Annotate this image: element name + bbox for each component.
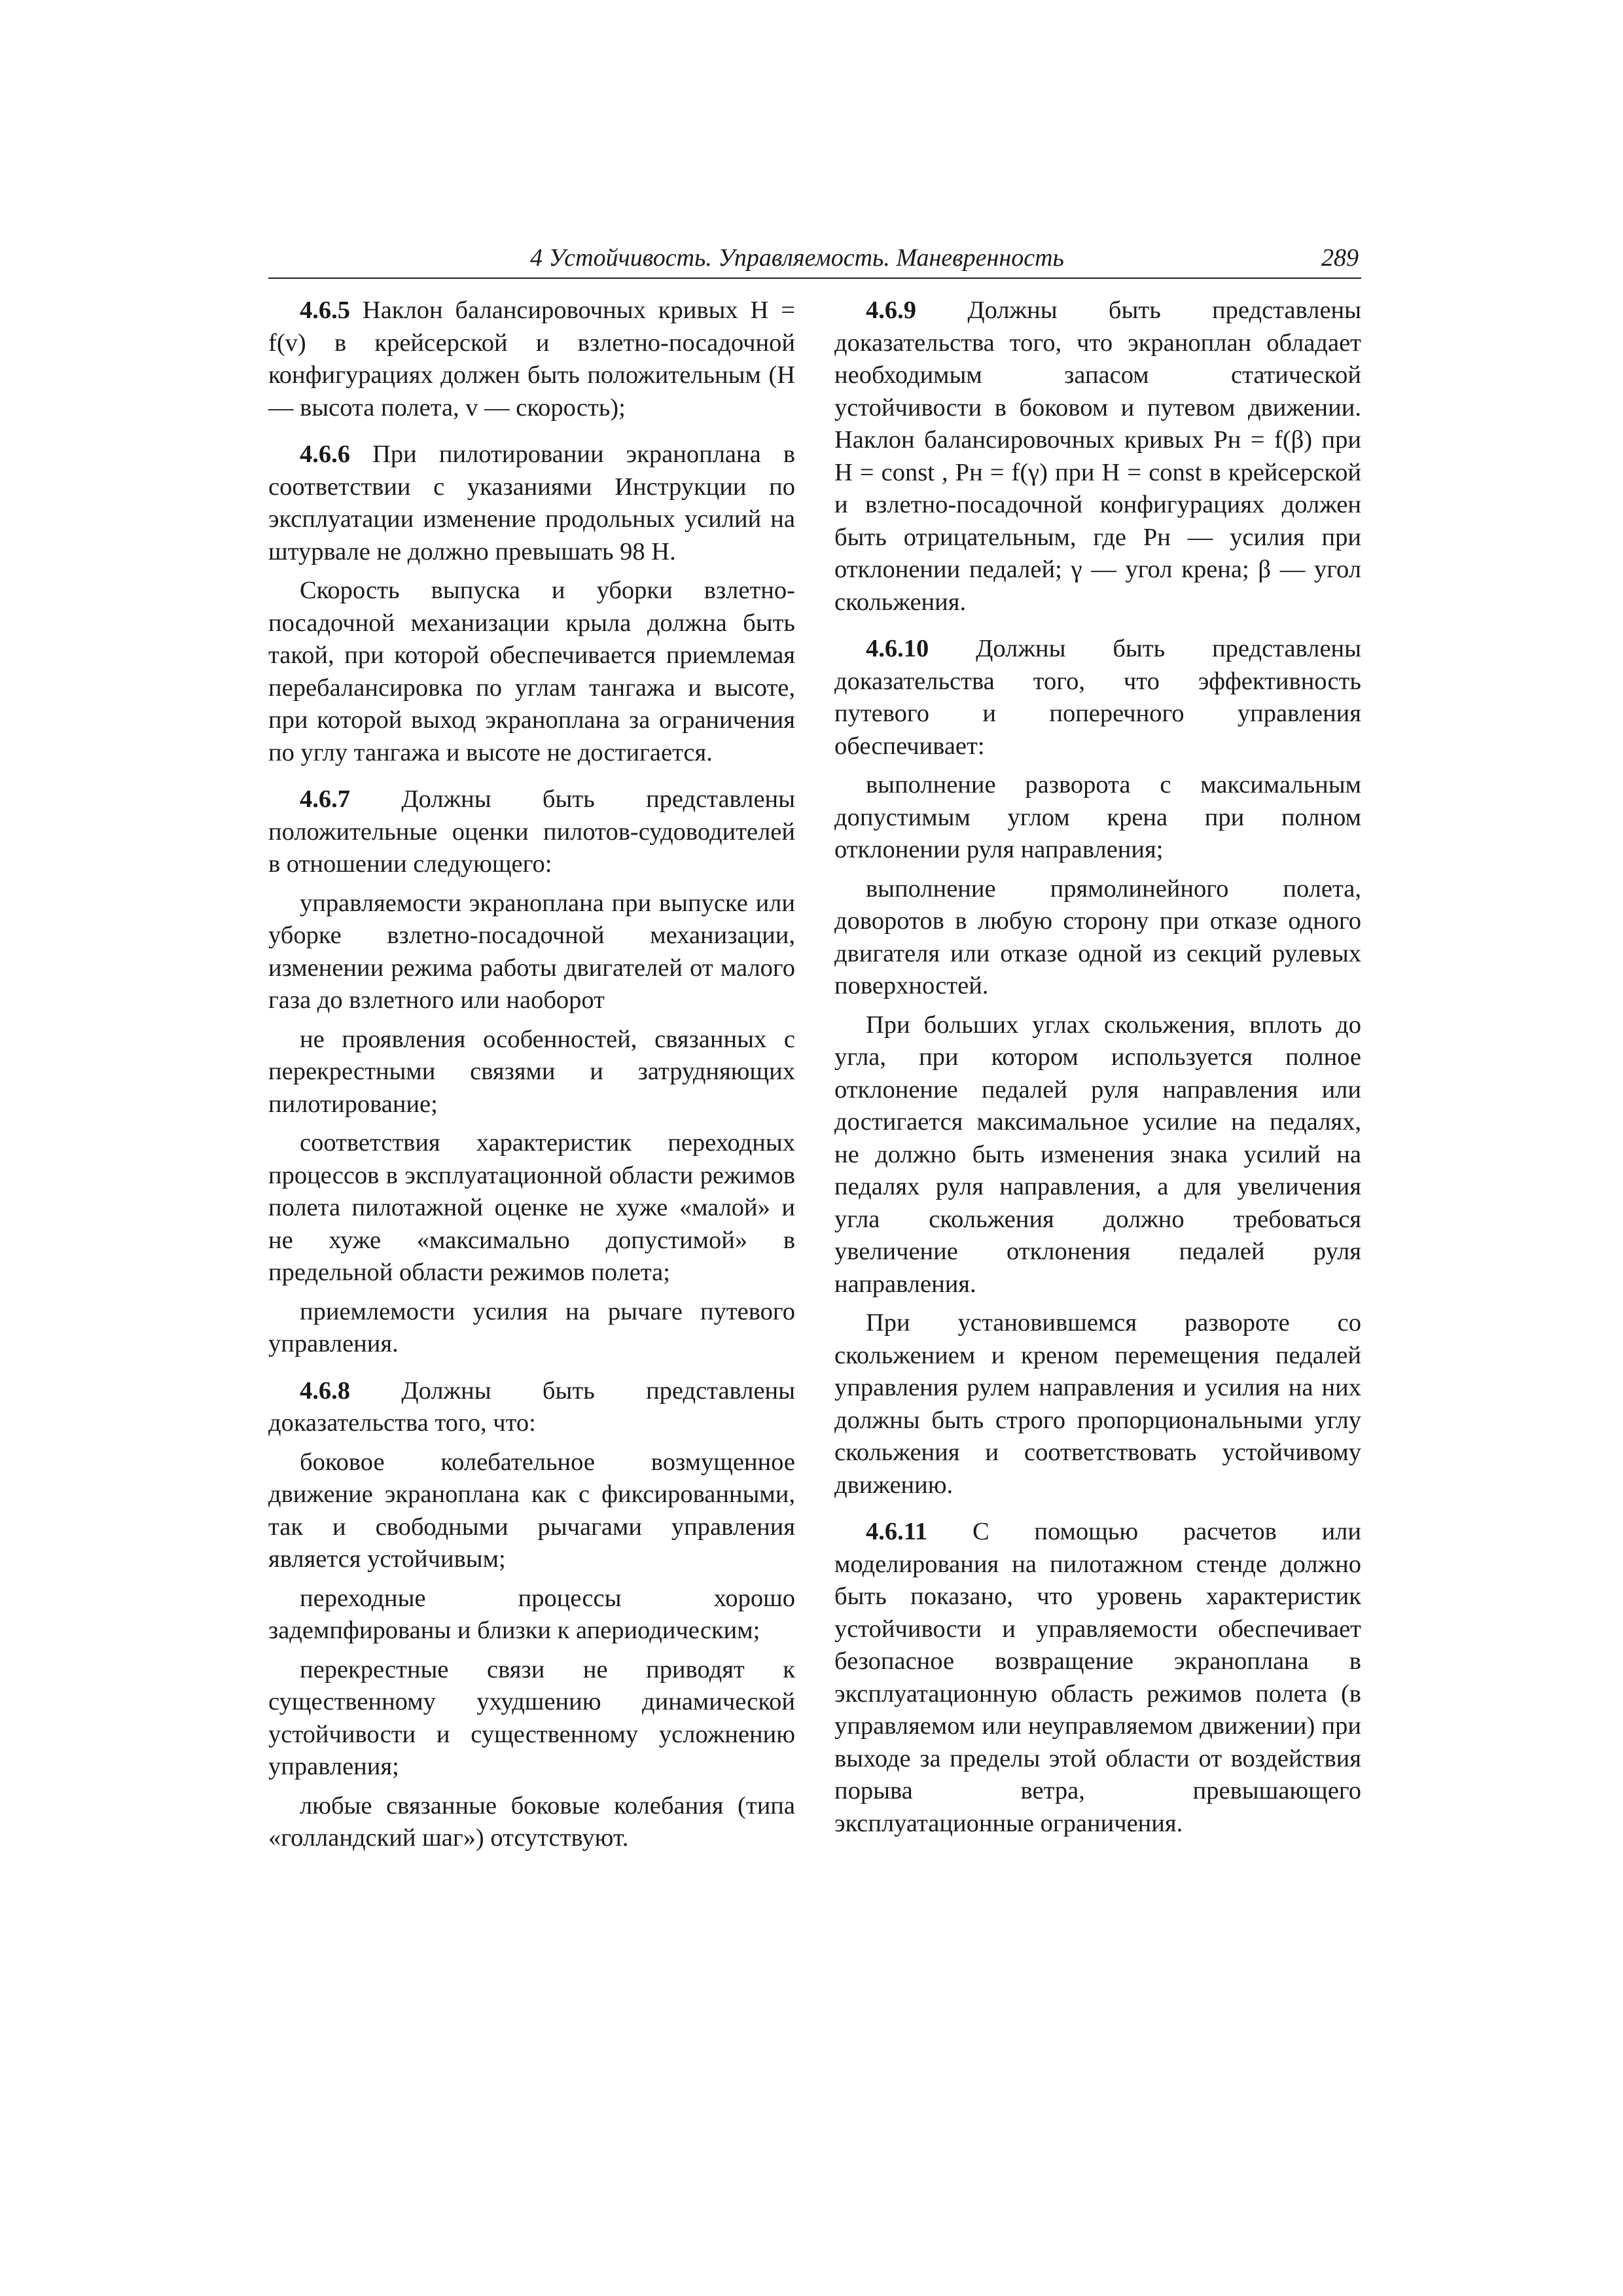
paragraph-text: управляемости экраноплана при выпуске или уборке взлетно-посадочной механизации, изменении режима работы двигателей от малого газа до взлетного или наоборот	[268, 889, 795, 1014]
right-column	[834, 295, 1361, 1846]
paragraph-text: соответствия характеристик переходных процессов в эксплуатационной области режимов полета пилотажной оценке не хуже «малой» и не хуже «максимально допустимой» в предельной области режимов полета;	[268, 1129, 795, 1286]
paragraph-4-6-6	[268, 439, 795, 568]
list-item	[268, 1296, 795, 1361]
paragraph-4-6-7	[268, 783, 795, 881]
list-item	[834, 873, 1361, 1003]
paragraph-text: перекрестные связи не приводят к существенному ухудшению динамической устойчивости и существенному усложнению управления;	[268, 1655, 795, 1780]
paragraph-text: Должны быть представлены положительные оценки пилотов-судоводителей в отношении следующего:	[268, 785, 795, 878]
paragraph	[834, 1009, 1361, 1301]
paragraph-text: любые связанные боковые колебания (типа «голландский шаг») отсутствуют.	[268, 1791, 795, 1852]
running-header	[268, 237, 1361, 279]
list-item	[268, 1790, 795, 1855]
clause-number: 4.6.6	[300, 440, 350, 468]
clause-number: 4.6.8	[300, 1376, 350, 1405]
paragraph-text: не проявления особенностей, связанных с перекрестными связями и затрудняющих пилотирование;	[268, 1025, 795, 1118]
chapter-title: 4 Устойчивость. Управляемость. Маневренность	[530, 244, 1064, 272]
list-item	[268, 1583, 795, 1647]
paragraph-text: боковое колебательное возмущенное движение экраноплана как с фиксированными, так и свободными рычагами управления является устойчивым;	[268, 1448, 795, 1573]
left-column	[268, 295, 795, 1861]
paragraph-text: При больших углах скольжения, вплоть до угла, при котором используется полное отклонение педалей руля направления или достигается максимальное усилие на педалях, не должно быть изменения знака усилий на педалях руля направления, а для увеличения угла скольжения должно требоваться увеличение отклонения педалей руля направления.	[834, 1011, 1361, 1298]
paragraph-4-6-9	[834, 295, 1361, 619]
paragraph-text: При установившемся развороте со скольжением и креном перемещения педалей управления рулем направления и усилия на них должны быть строго пропорциональными углу скольжения и соответствовать устойчивому движению.	[834, 1309, 1361, 1499]
paragraph-4-6-5	[268, 295, 795, 424]
paragraph-4-6-8	[268, 1375, 795, 1440]
paragraph-text: При пилотировании экраноплана в соответствии с указаниями Инструкции по эксплуатации изменение продольных усилий на штурвале не должно превышать 98 Н.	[268, 440, 795, 565]
list-item	[268, 1024, 795, 1121]
paragraph-text: Наклон балансировочных кривых H = f(v) в крейсерской и взлетно-посадочной конфигурациях должен быть положительным (H — высота полета, v — скорость);	[268, 296, 795, 422]
paragraph-text: переходные процессы хорошо задемпфированы и близки к апериодическим;	[268, 1584, 795, 1644]
paragraph-text: Должны быть представлены доказательства того, что:	[268, 1376, 795, 1437]
paragraph-4-6-10	[834, 633, 1361, 762]
paragraph	[268, 575, 795, 769]
paragraph-4-6-11	[834, 1516, 1361, 1840]
paragraph-text: выполнение разворота с максимальным допустимым углом крена при полном отклонении руля направления;	[834, 771, 1361, 863]
paragraph-text: приемлемости усилия на рычаге путевого управления.	[268, 1297, 795, 1357]
clause-number: 4.6.7	[300, 785, 350, 813]
list-item	[834, 769, 1361, 867]
list-item	[268, 888, 795, 1017]
paragraph-text: Скорость выпуска и уборки взлетно-посадочной механизации крыла должна быть такой, при которой обеспечивается приемлемая перебалансировка по углам тангажа и высоте, при которой выход экраноплана за ограничения по углу тангажа и высоте не достигается.	[268, 577, 795, 766]
clause-number: 4.6.9	[866, 296, 916, 324]
paragraph-text: выполнение прямолинейного полета, доворотов в любую сторону при отказе одного двигателя или отказе одной из секций рулевых поверхностей.	[834, 874, 1361, 999]
list-item	[268, 1127, 795, 1289]
list-item	[268, 1654, 795, 1784]
paragraph-text: Должны быть представлены доказательства того, что эффективность путевого и поперечного управления обеспечивает:	[834, 635, 1361, 760]
page-number: 289	[1321, 244, 1359, 272]
clause-number: 4.6.10	[866, 635, 929, 662]
paragraph-text: С помощью расчетов или моделирования на пилотажном стенде должно быть показано, что уровень характеристик устойчивости и управляемости обеспечивает безопасное возвращение экраноплана в эксплуатационную область режимов полета (в управляемом или неуправляемом движении) при выходе за пределы этой области от воздействия порыва ветра, превышающего эксплуатационные ограничения.	[834, 1518, 1361, 1837]
list-item	[268, 1446, 795, 1576]
clause-number: 4.6.11	[866, 1518, 928, 1545]
paragraph-text: Должны быть представлены доказательства того, что экраноплан обладает необходимым запасом статической устойчивости в боковом и путевом движении. Наклон балансировочных кривых Pн = f(β) при H = const , Pн = f(γ) при H = const в крейсерской и взлетно-посадочной конфигурациях должен быть отрицательным, где Pн — усилия при отклонении педалей; γ — угол крена; β — угол скольжения.	[834, 296, 1361, 616]
clause-number: 4.6.5	[300, 296, 350, 324]
paragraph	[834, 1307, 1361, 1501]
